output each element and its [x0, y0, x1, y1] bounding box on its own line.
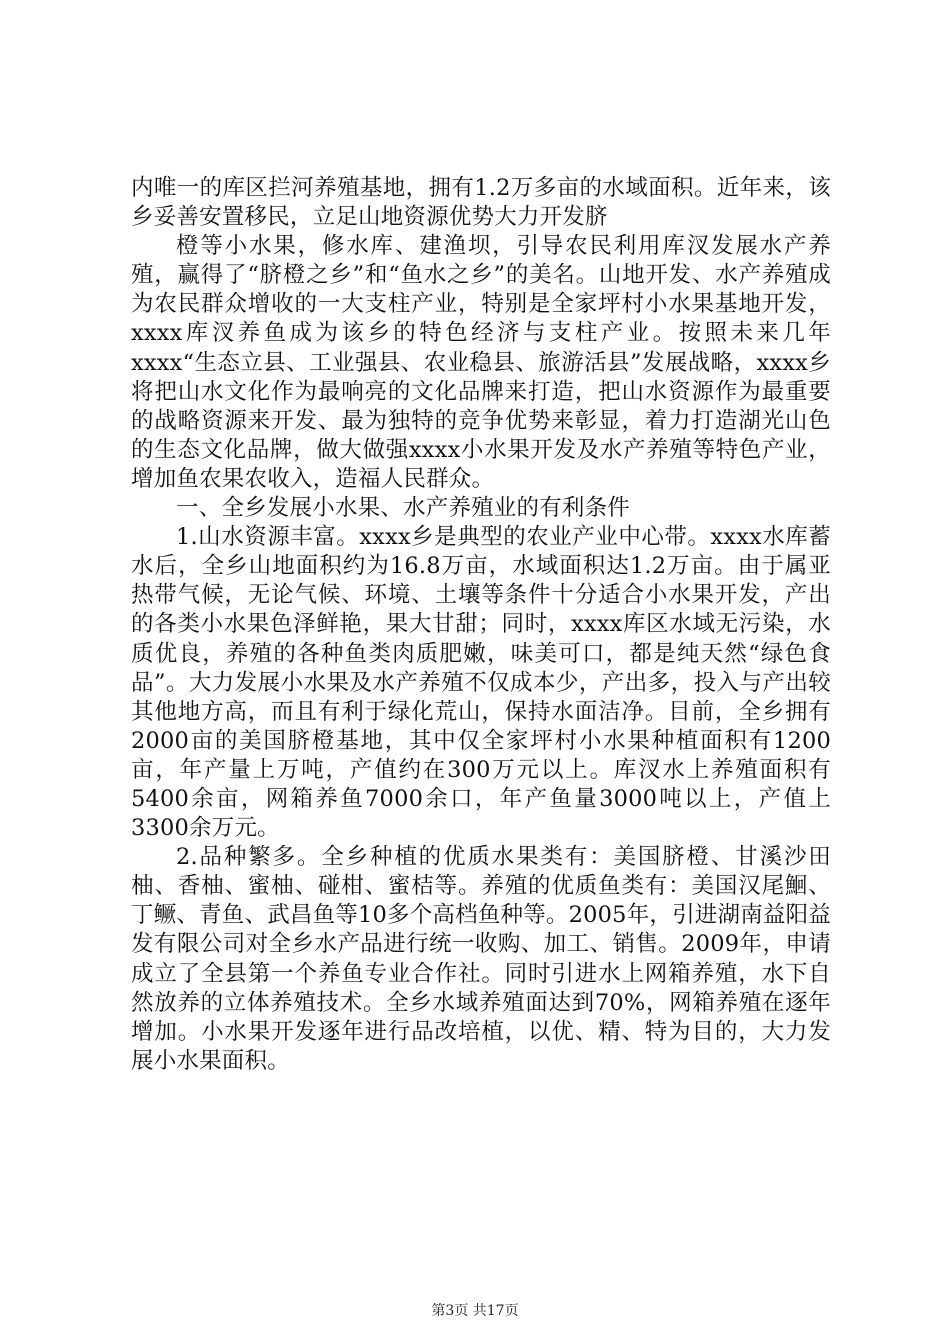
section-heading-favorable-conditions: 一、全乡发展小水果、水产养殖业的有利条件 — [176, 495, 631, 522]
paragraph-development-strategy: 橙等小水果，修水库、建渔坝，引导农民利用库汊发展水产养殖，赢得了“脐橙之乡”和“鱼水之乡”的美名。山地开发、水产养殖成为农民群众增收的一大支柱产业，特别是全家坪村小水果基地开发，xxxx库汊养鱼成为该乡的特色经济与支柱产业。按照未来几年xxxx“生态立县、工业强县、农业稳县、旅游活县”发展战略，xxxx乡将把山水文化作为最响亮的文化品牌来打造，把山水资源作为最重要的战略资源来开发、最为独特的竞争优势来彰显，着力打造湖光山色的生态文化品牌，做大做强xxxx小水果开发及水产养殖等特色产业，增加鱼农果农收入，造福人民群众。 — [131, 233, 831, 492]
paragraph-water-resources: 1.山水资源丰富。xxxx乡是典型的农业产业中心带。xxxx水库蓄水后，全乡山地面积约为16.8万亩，水域面积达1.2万亩。由于属亚热带气候，无论气候、环境、土壤等条件十分适合小水果开发，产出的各类小水果色泽鲜艳，果大甘甜；同时，xxxx库区水域无污染，水质优良，养殖的各种鱼类肉质肥嫩，味美可口，都是纯天然“绿色食品”。大力发展小水果及水产养殖不仅成本少，产出多，投入与产出较其他地方高，而且有利于绿化荒山，保持水面洁净。目前，全乡拥有2000亩的美国脐橙基地，其中仅全家坪村小水果种植面积有1200亩，年产量上万吨，产值约在300万元以上。库汊水上养殖面积有5400余亩，网箱养鱼7000余口，年产鱼量3000吨以上，产值上3300余万元。 — [131, 524, 831, 842]
page-number-footer: 第3页 共17页 — [431, 1303, 519, 1319]
paragraph-variety: 2.品种繁多。全乡种植的优质水果类有：美国脐橙、甘溪沙田柚、香柚、蜜柚、碰柑、蜜桔等。养殖的优质鱼类有：美国汉尾鮰、丁鳜、青鱼、武昌鱼等10多个高档鱼种等。2005年，引进湖南益阳益发有限公司对全乡水产品进行统一收购、加工、销售。2009年，申请成立了全县第一个养鱼专业合作社。同时引进水上网箱养殖，水下自然放养的立体养殖技术。全乡水域养殖面达到70%，网箱养殖在逐年增加。小水果开发逐年进行品改培植，以优、精、特为目的，大力发展小水果面积。 — [131, 844, 831, 1074]
document-body — [131, 174, 831, 1076]
paragraph-intro-continued: 内唯一的库区拦河养殖基地，拥有1.2万多亩的水域面积。近年来，该乡妥善安置移民，立足山地资源优势大力开发脐 — [131, 175, 831, 231]
